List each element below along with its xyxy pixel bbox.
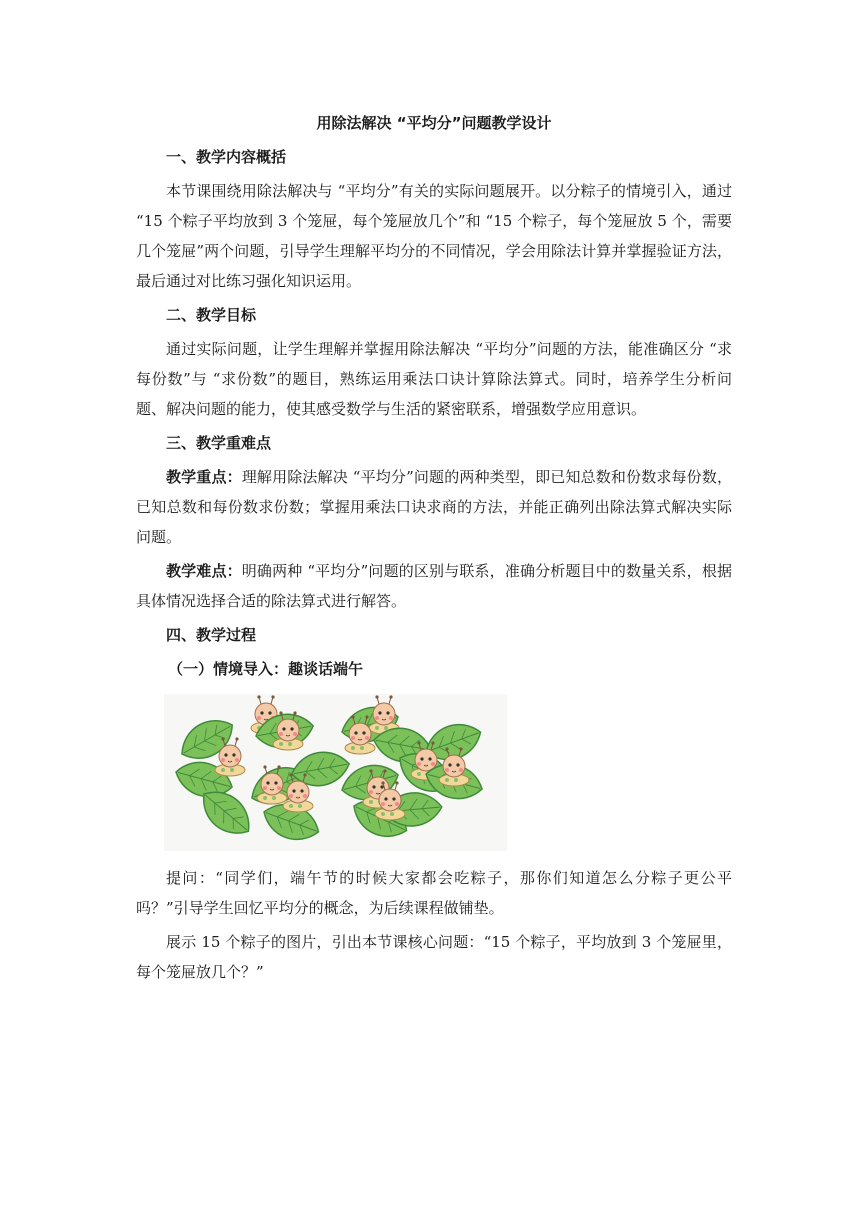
difficulty-paragraph [136,556,732,616]
section-heading-key-points: 三、教学重难点 [166,434,272,452]
overview-paragraph: 本节课围绕用除法解决与 “平均分”有关的实际问题展开。以分粽子的情境引入，通过 “15 个粽子平均放到 3 个笼屉，每个笼屉放几个”和 “15 个粽子，每个笼屉放 5 个，需要几个笼屉”两个问题，引导学生理解平均分的不同情况，学会用除法计算并掌握验证方法，最后通过对比练习强化知识运用。 [136,182,732,290]
silkworm-group-right [338,695,487,845]
goals-paragraph: 通过实际问题，让学生理解并掌握用除法解决 “平均分”问题的方法，能准确区分 “求每份数”与 “求份数”的题目，熟练运用乘法口诀计算除法算式。同时，培养学生分析问题、解决问题的能力，使其感受数学与生活的紧密联系，增强数学应用意识。 [136,340,732,418]
intro-core-question-paragraph: 展示 15 个粽子的图片，引出本节课核心问题：“15 个粽子，平均放到 3 个笼屉里，每个笼屉放几个？” [136,933,732,981]
section-heading-overview: 一、教学内容概括 [166,148,287,166]
difficulty-label: 教学难点： [166,562,242,580]
key-point-paragraph [136,462,732,552]
difficulty-text: 明确两种 “平均分”问题的区别与联系，准确分析题目中的数量关系，根据具体情况选择合适的除法算式进行解答。 [136,562,732,610]
section-heading-process: 四、教学过程 [166,626,257,644]
illustration-svg [164,694,507,851]
intro-question-paragraph: 提问：“同学们，端午节的时候大家都会吃粽子，那你们知道怎么分粽子更公平吗？”引导学生回忆平均分的概念，为后续课程做铺垫。 [136,869,732,917]
key-point-label: 教学重点： [166,468,242,486]
document-content [136,108,732,987]
key-point-text: 理解用除法解决 “平均分”问题的两种类型，即已知总数和份数求每份数，已知总数和每份数求份数；掌握用乘法口诀求商的方法，并能正确列出除法算式解决实际问题。 [136,468,732,546]
silkworm-group-left [172,695,352,847]
document-title: 用除法解决 “平均分”问题教学设计 [316,114,552,132]
subsection-heading-intro: （一）情境导入：趣谈话端午 [168,660,364,678]
silkworms-on-leaves-illustration [164,694,507,851]
section-heading-goals: 二、教学目标 [166,306,257,324]
